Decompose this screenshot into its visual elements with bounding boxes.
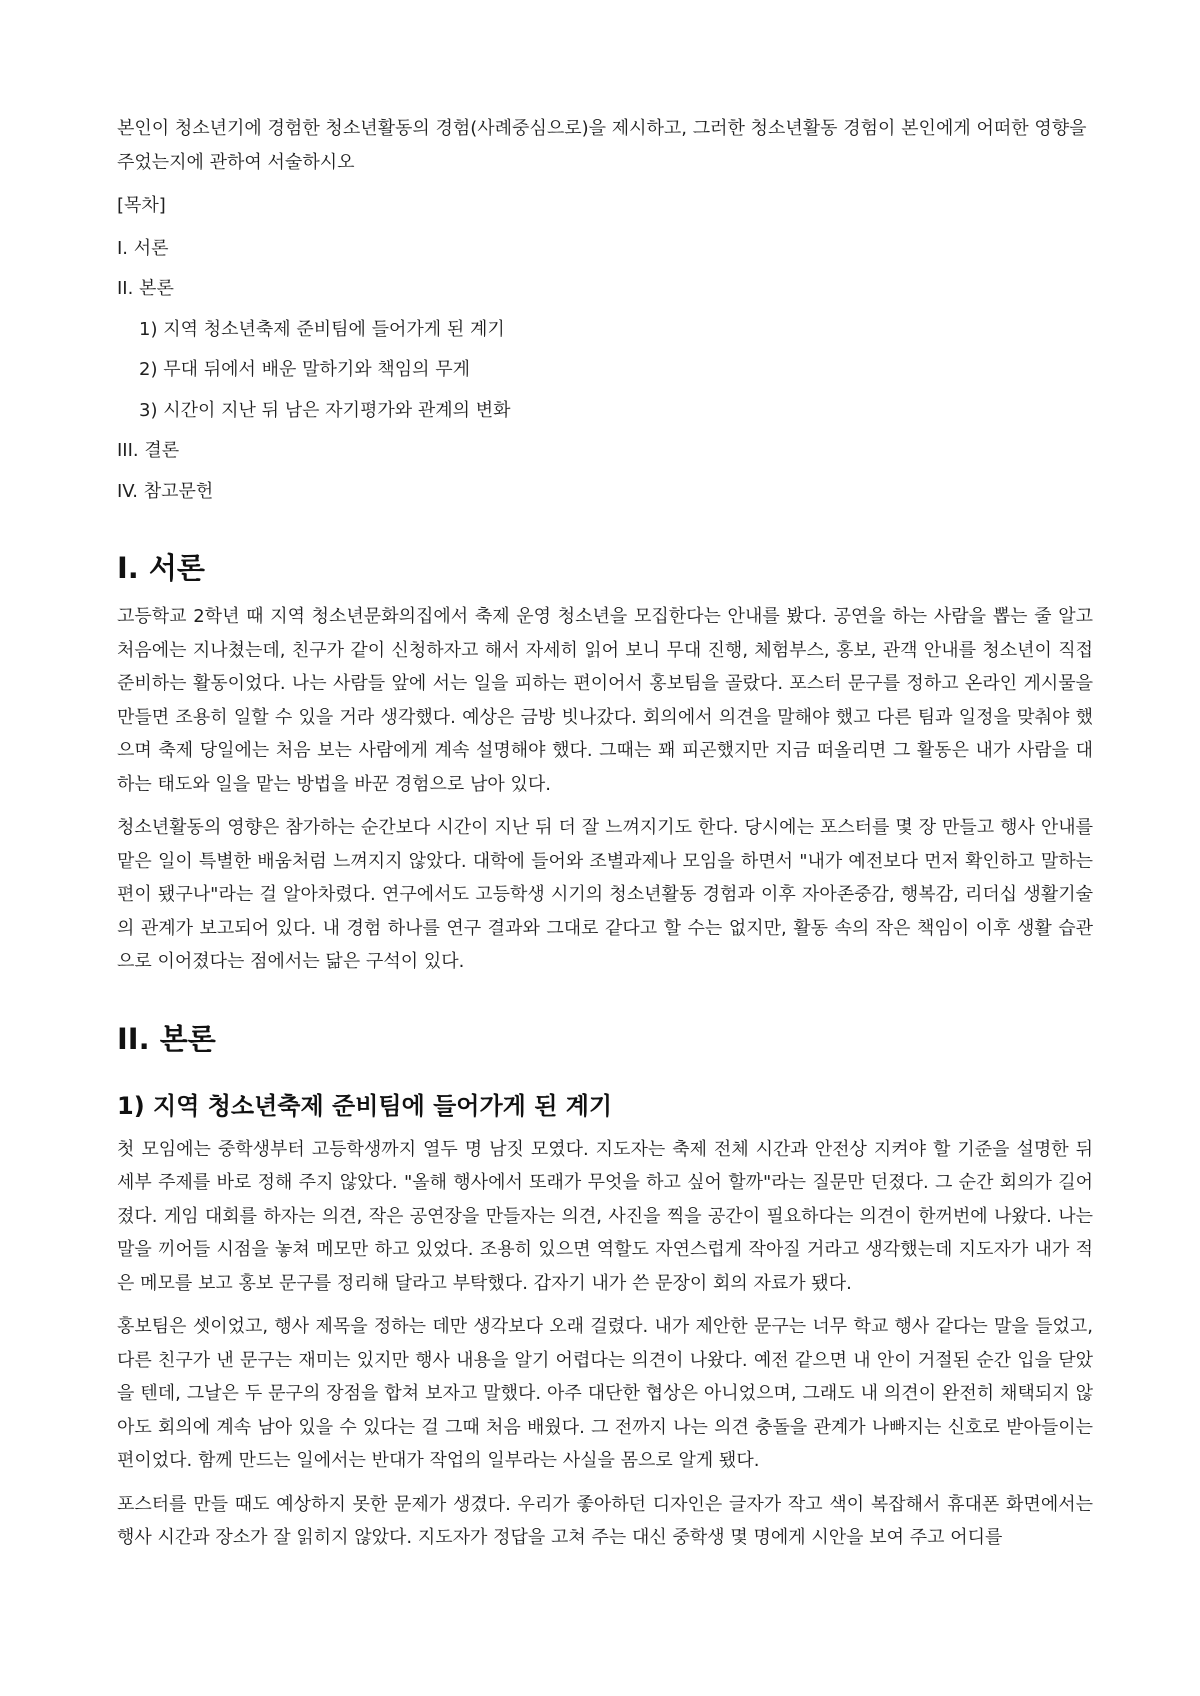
toc-item-body: II. 본론 [117, 278, 174, 299]
section-heading-intro: I. 서론 [117, 551, 205, 585]
section-heading-body: II. 본론 [117, 1021, 216, 1056]
toc-item-body-2: 2) 무대 뒤에서 배운 말하기와 책임의 무게 [139, 359, 471, 380]
body-paragraph: 홍보팀은 셋이었고, 행사 제목을 정하는 데만 생각보다 오래 걸렸다. 내가 제안한 문구는 너무 학교 행사 같다는 말을 들었고, 다른 친구가 낸 문구는 재미는 있지만 행사 내용을 알기 어렵다는 의견이 나왔다. 예전 같으면 내 안이 거절된 순간 입을 닫았을 텐데, 그날은 두 문구의 장점을 합쳐 보자고 말했다. 아주 대단한 협상은 아니었으며, 그래도 내 의견이 완전히 채택되지 않아도 회의에 계속 남아 있을 수 있다는 걸 그때 처음 배웠다. 그 전까지 나는 의견 충돌을 관계가 나빠지는 신호로 받아들이는 편이었다. 함께 만드는 일에서는 반대가 작업의 일부라는 사실을 몸으로 알게 됐다. [117, 1316, 1093, 1471]
toc-item-intro: I. 서론 [117, 237, 169, 259]
intro-paragraph: 고등학교 2학년 때 지역 청소년문화의집에서 축제 운영 청소년을 모집한다는 안내를 봤다. 공연을 하는 사람을 뽑는 줄 알고 처음에는 지나쳤는데, 친구가 같이 신청하자고 해서 자세히 읽어 보니 무대 진행, 체험부스, 홍보, 관객 안내를 청소년이 직접 준비하는 활동이었다. 나는 사람들 앞에 서는 일을 피하는 편이어서 홍보팀을 골랐다. 포스터 문구를 정하고 온라인 게시물을 만들면 조용히 일할 수 있을 거라 생각했다. 예상은 금방 빗나갔다. 회의에서 의견을 말해야 했고 다른 팀과 일정을 맞춰야 했으며 축제 당일에는 처음 보는 사람에게 계속 설명해야 했다. 그때는 꽤 피곤했지만 지금 떠올리면 그 활동은 내가 사람을 대하는 태도와 일을 맡는 방법을 바꾼 경험으로 남아 있다. [117, 606, 1093, 795]
body-paragraph: 첫 모임에는 중학생부터 고등학생까지 열두 명 남짓 모였다. 지도자는 축제 전체 시간과 안전상 지켜야 할 기준을 설명한 뒤 세부 주제를 바로 정해 주지 않았다. "올해 행사에서 또래가 무엇을 하고 싶어 할까"라는 질문만 던졌다. 그 순간 회의가 길어졌다. 게임 대회를 하자는 의견, 작은 공연장을 만들자는 의견, 사진을 찍을 공간이 필요하다는 의견이 한꺼번에 나왔다. 나는 말을 끼어들 시점을 놓쳐 메모만 하고 있었다. 조용히 있으면 역할도 자연스럽게 작아질 거라고 생각했는데 지도자가 내가 적은 메모를 보고 홍보 문구를 정리해 달라고 부탁했다. 갑자기 내가 쓴 문장이 회의 자료가 됐다. [117, 1138, 1093, 1294]
toc-item-body-1: 1) 지역 청소년축제 준비팀에 들어가게 된 계기 [139, 318, 505, 340]
intro-paragraph: 청소년활동의 영향은 참가하는 순간보다 시간이 지난 뒤 더 잘 느껴지기도 한다. 당시에는 포스터를 몇 장 만들고 행사 안내를 맡은 일이 특별한 배움처럼 느껴지지 않았다. 대학에 들어와 조별과제나 모임을 하면서 "내가 예전보다 먼저 확인하고 말하는 편이 됐구나"라는 걸 알아차렸다. 연구에서도 고등학생 시기의 청소년활동 경험과 이후 자아존중감, 행복감, 리더십 생활기술의 관계가 보고되어 있다. 내 경험 하나를 연구 결과와 그대로 같다고 할 수는 없지만, 활동 속의 작은 책임이 이후 생활 습관으로 이어졌다는 점에서는 닮은 구석이 있다. [117, 817, 1093, 972]
assignment-prompt: 본인이 청소년기에 경험한 청소년활동의 경험(사례중심으로)을 제시하고, 그러한 청소년활동 경험이 본인에게 어떠한 영향을 주었는지에 관하여 서술하시오 [117, 118, 1087, 173]
subsection-heading-1: 1) 지역 청소년축제 준비팀에 들어가게 된 계기 [117, 1091, 613, 1120]
table-of-contents [117, 232, 1093, 509]
toc-item-body-3: 3) 시간이 지난 뒤 남은 자기평가와 관계의 변화 [139, 399, 511, 421]
toc-heading: [목차] [117, 195, 166, 216]
body-paragraph: 포스터를 만들 때도 예상하지 못한 문제가 생겼다. 우리가 좋아하던 디자인은 글자가 작고 색이 복잡해서 휴대폰 화면에서는 행사 시간과 장소가 잘 읽히지 않았다. 지도자가 정답을 고쳐 주는 대신 중학생 몇 명에게 시안을 보여 주고 어디를 [117, 1493, 1093, 1548]
toc-item-conclusion: III. 결론 [117, 440, 180, 461]
toc-item-references: IV. 참고문헌 [117, 480, 214, 502]
